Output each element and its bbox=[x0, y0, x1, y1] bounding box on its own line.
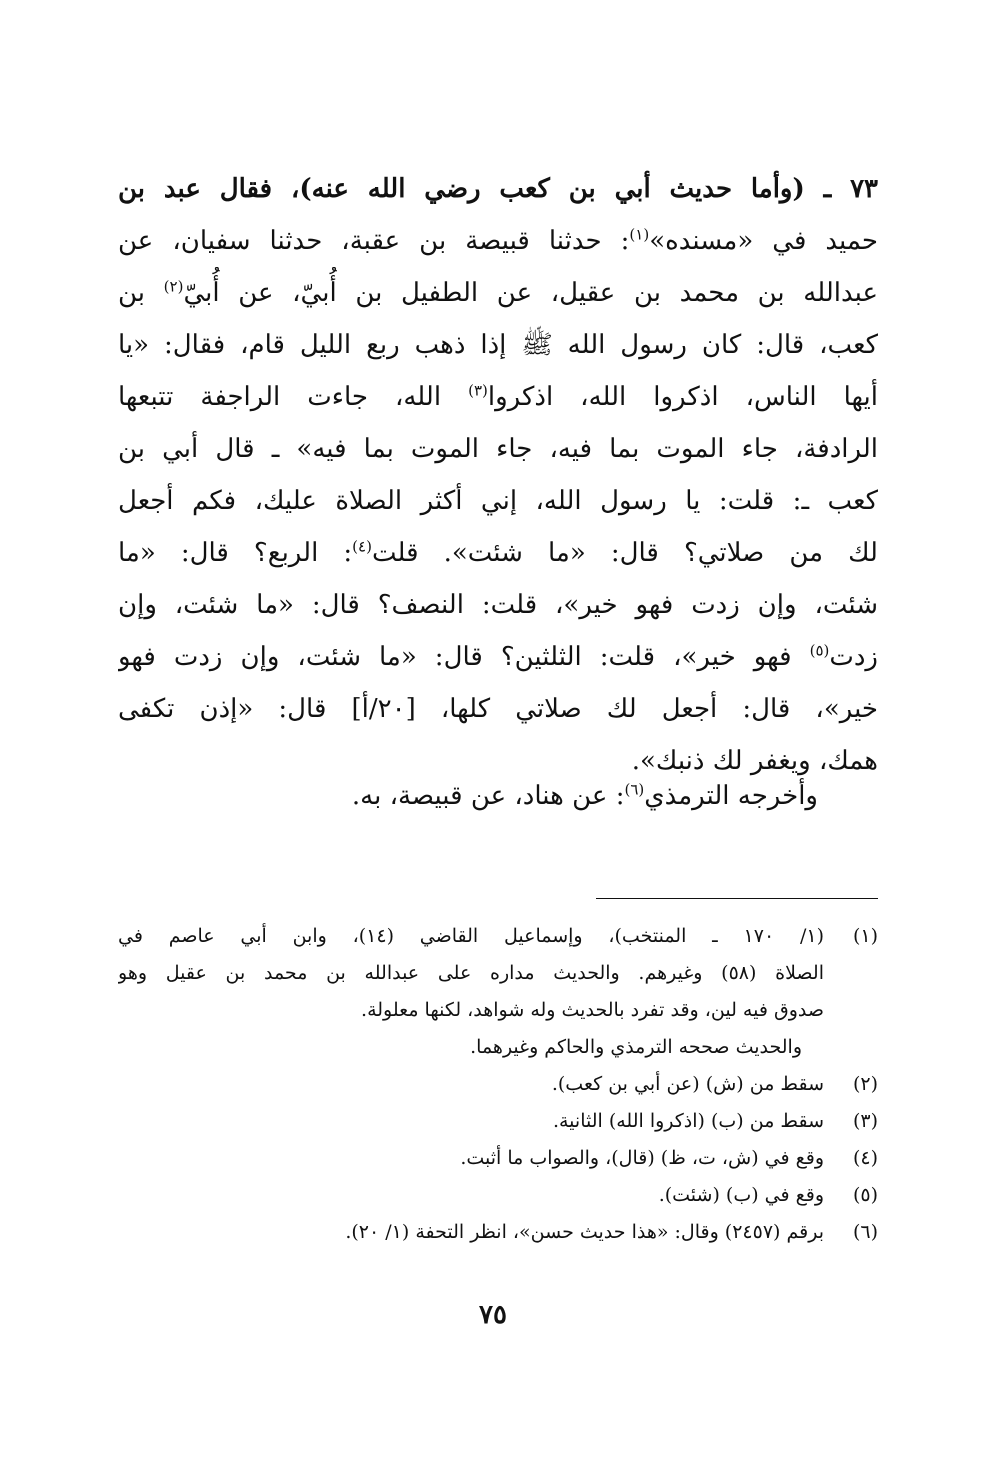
footnote bbox=[118, 1103, 878, 1140]
text-line bbox=[118, 267, 878, 319]
text-fragment: عبدالله بن محمد بن عقيل، عن الطفيل بن أُبيّ، عن أُبيّ bbox=[183, 278, 878, 308]
footnote-number: (٤) bbox=[852, 1147, 878, 1169]
text-fragment: أيها الناس، اذكروا الله، اذكروا bbox=[487, 382, 878, 412]
text-line bbox=[118, 631, 878, 683]
footnote-body: وقع في (ب) (شئت). bbox=[658, 1184, 824, 1206]
footnote bbox=[118, 1214, 878, 1251]
takhrij-line bbox=[118, 770, 818, 822]
text-fragment: وأخرجه الترمذي bbox=[644, 781, 818, 811]
footnote-body: وقع في (ش، ت، ظ) (قال)، والصواب ما أثبت. bbox=[460, 1147, 824, 1169]
footnote-body: برقم (٢٤٥٧) وقال: «هذا حديث حسن»، انظر التحفة (١/ ٢٠). bbox=[345, 1221, 824, 1243]
footnote-ref: (٣) bbox=[468, 381, 488, 400]
footnote-body: سقط من (ب) (اذكروا الله) الثانية. bbox=[552, 1110, 824, 1132]
text-fragment: : عن هناد، عن قبيصة، به. bbox=[351, 781, 625, 811]
footnote-ref: (٤) bbox=[352, 537, 372, 556]
footnote-ref: (٢) bbox=[163, 277, 184, 296]
text-fragment: لك من صلاتي؟ قال: «ما شئت». قلت bbox=[371, 538, 878, 568]
text-line bbox=[118, 215, 878, 267]
footnote-body bbox=[118, 918, 824, 1029]
footnote-ref: (١) bbox=[629, 225, 650, 244]
text-line: خير»، قال: أجعل لك صلاتي كلها، [٢٠/أ] قال: «إذن تكفى bbox=[118, 694, 878, 724]
footnote bbox=[118, 1066, 878, 1103]
footnote-ref: (٥) bbox=[809, 641, 830, 660]
main-text bbox=[118, 163, 878, 787]
text-fragment: : حدثنا قبيصة بن عقبة، حدثنا سفيان، عن bbox=[118, 226, 630, 256]
footnote-ref: (٦) bbox=[624, 780, 645, 799]
footnote-line: الصلاة (٥٨) وغيرهم. والحديث مداره على عبدالله بن محمد بن عقيل وهو bbox=[118, 962, 824, 984]
text-fragment: فقال عبد بن bbox=[118, 174, 291, 204]
footnote bbox=[118, 1177, 878, 1214]
text-line: همك، ويغفر لك ذنبك». bbox=[631, 746, 878, 776]
text-fragment: الله، جاءت الراجفة تتبعها bbox=[118, 382, 469, 412]
text-line: كعب، قال: كان رسول الله ﷺ إذا ذهب ربع الليل قام، فقال: «يا bbox=[118, 330, 878, 360]
text-fragment: فهو خير»، قلت: الثلثين؟ قال: «ما شئت، وإن زدت فهو bbox=[118, 642, 810, 672]
text-line bbox=[118, 527, 878, 579]
footnote-number: (٦) bbox=[852, 1221, 878, 1243]
text-fragment: حميد في «مسنده» bbox=[649, 226, 878, 256]
footnote-number: (٢) bbox=[852, 1073, 878, 1095]
text-line bbox=[118, 371, 878, 423]
text-line: الرادفة، جاء الموت بما فيه، جاء الموت بما فيه» ـ قال أبي بن bbox=[118, 434, 878, 464]
footnote-body: سقط من (ش) (عن أبي بن كعب). bbox=[551, 1073, 824, 1095]
footnote bbox=[118, 1140, 878, 1177]
footnote-line: صدوق فيه لين، وقد تفرد بالحديث وله شواهد، لكنها معلولة. bbox=[361, 999, 824, 1021]
footnote-separator bbox=[596, 898, 878, 899]
footnotes bbox=[118, 918, 878, 1251]
text-fragment: : الربع؟ قال: «ما bbox=[118, 538, 353, 568]
text-fragment: زدت bbox=[829, 642, 878, 672]
footnote-continuation bbox=[118, 1029, 878, 1066]
page-number: ٧٥ bbox=[479, 1300, 507, 1330]
text-line bbox=[118, 163, 878, 215]
footnote-number: (١) bbox=[852, 925, 878, 947]
footnote-line: والحديث صححه الترمذي والحاكم وغيرهما. bbox=[470, 1036, 802, 1058]
footnote-number: (٣) bbox=[852, 1110, 878, 1132]
hadith-heading: ٧٣ ـ (وأما حديث أبي بن كعب رضي الله عنه)، bbox=[290, 174, 878, 204]
footnote-number: (٥) bbox=[852, 1184, 878, 1206]
text-line: كعب ـ: قلت: يا رسول الله، إني أكثر الصلاة عليك، فكم أجعل bbox=[118, 486, 878, 516]
text-line: شئت، وإن زدت فهو خير»، قلت: النصف؟ قال: «ما شئت، وإن bbox=[118, 590, 878, 620]
footnote bbox=[118, 918, 878, 1029]
text-fragment: بن bbox=[118, 278, 164, 308]
footnote-line: (١/ ١٧٠ ـ المنتخب)، وإسماعيل القاضي (١٤)، وابن أبي عاصم في bbox=[118, 925, 824, 947]
